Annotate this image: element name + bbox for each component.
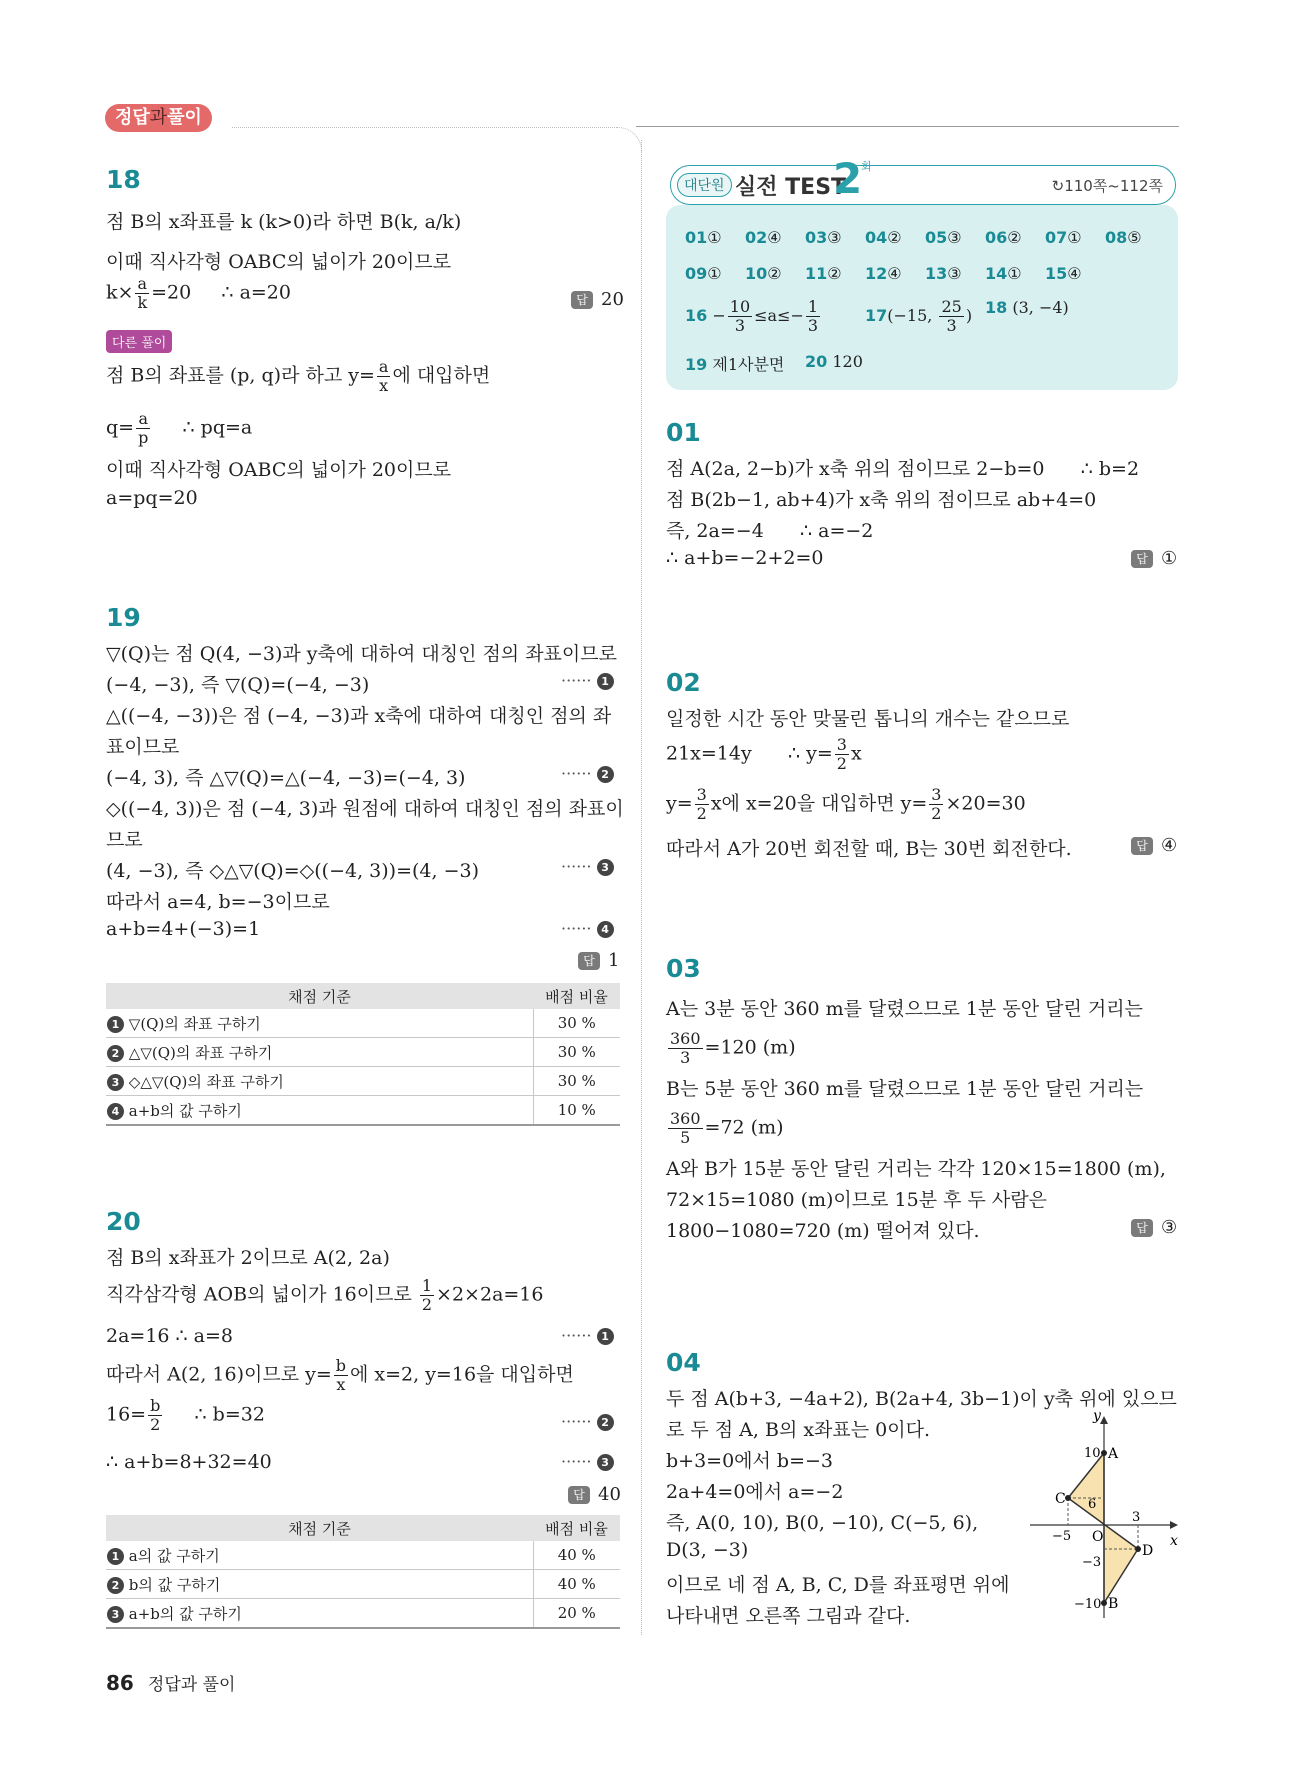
test-round-suffix: 회 (861, 160, 872, 173)
answer-item: 09① (685, 264, 722, 283)
alt-solution-label: 다른 풀이 (106, 330, 172, 353)
solution-line: a=pq=20 (106, 487, 198, 509)
answer: 답 ③ (1131, 1217, 1177, 1238)
problem-number: 01 (666, 418, 701, 447)
answer-item: 10② (745, 264, 782, 283)
refresh-icon: ↻ (1051, 177, 1065, 195)
answer: 답 1 (578, 950, 619, 971)
solution-line: A와 B가 15분 동안 달린 거리는 각각 120×15=1800 (m), (666, 1158, 1166, 1180)
y-axis-arrow (1100, 1416, 1108, 1424)
solution-line: ∴ a+b=8+32=40 (106, 1451, 272, 1473)
header-dotted-rule (232, 127, 617, 128)
table-row: 1 a의 값 구하기 40 % (106, 1541, 620, 1570)
column-divider (617, 127, 642, 152)
answer-item: 04② (865, 228, 902, 247)
solution-line: 1800−1080=720 (m) 떨어져 있다. (666, 1220, 980, 1242)
solution-line: 므로 (106, 829, 143, 851)
page-range: ↻110쪽~112쪽 (1051, 177, 1163, 195)
solution-line: A는 3분 동안 360 m를 달렸으므로 1분 동안 달린 거리는 (666, 998, 1143, 1020)
problem-number: 04 (666, 1348, 701, 1377)
table-row: 2 △▽(Q)의 좌표 구하기 30 % (106, 1038, 620, 1067)
solution-line: 나타내면 오른쪽 그림과 같다. (666, 1605, 911, 1627)
answer-item: 03③ (805, 228, 842, 247)
solution-line: 이때 직사각형 OABC의 넓이가 20이므로 (106, 251, 452, 273)
solution-02 (666, 668, 1181, 860)
table-row: 3 ◇△▽(Q)의 좌표 구하기 30 % (106, 1067, 620, 1096)
answer-item: 18 (3, −4) (985, 298, 1069, 317)
solution-line: 두 점 A(b+3, −4a+2), B(2a+4, 3b−1)이 y축 위에 있으므 (666, 1388, 1177, 1410)
problem-20 (106, 1207, 626, 1627)
x-axis-arrow (1170, 1521, 1178, 1529)
test-answers (685, 228, 1165, 378)
answer: 답 ④ (1131, 835, 1177, 856)
solution-line: ▽(Q)는 점 Q(4, −3)과 y축에 대하여 대칭인 점의 좌표이므로 (106, 643, 617, 665)
problem-number: 20 (106, 1207, 141, 1236)
solution-03 (666, 954, 1181, 1254)
solution-line: 16= $\frac{b}{2}$ ∴ b=32 (106, 1396, 265, 1434)
solution-line: 일정한 시간 동안 맞물린 톱니의 개수는 같으므로 (666, 708, 1070, 730)
table-row: 1 ▽(Q)의 좌표 구하기 30 % (106, 1009, 620, 1038)
answer-item: 16 − $\frac{10}{3}$ ≤a≤− $\frac{1}{3}$ (685, 297, 819, 335)
table-row: 4 a+b의 값 구하기 10 % (106, 1096, 620, 1126)
solution-line: (4, −3), 즉 ◇△▽(Q)=◇((−4, 3))=(4, −3) (106, 860, 479, 882)
problem-19 (106, 603, 626, 1123)
step-marker: ······ 3 (561, 857, 614, 876)
footer (106, 1670, 235, 1695)
answer-item: 11② (805, 264, 842, 283)
problem-number: 03 (666, 954, 701, 983)
section-tag: 정답과풀이 (105, 104, 212, 132)
solution-line: 점 A(2a, 2−b)가 x축 위의 점이므로 2−b=0 ∴ b=2 (666, 458, 1140, 480)
column-divider-line (641, 140, 642, 1635)
answer-item: 02④ (745, 228, 782, 247)
point-d-label: D (1142, 1543, 1154, 1559)
coordinate-plane (1020, 1408, 1185, 1628)
solution-line: $\frac{360}{5}$ =72 (m) (670, 1109, 784, 1147)
solution-line: 점 B(2b−1, ab+4)가 x축 위의 점이므로 ab+4=0 (666, 489, 1097, 511)
solution-line: B는 5분 동안 360 m를 달렸으므로 1분 동안 달린 거리는 (666, 1078, 1144, 1100)
solution-line: △((−4, −3))은 점 (−4, −3)과 x축에 대하여 대칭인 점의 좌 (106, 705, 612, 727)
solution-line: 2a=16 ∴ a=8 (106, 1325, 234, 1347)
test-title-bar (670, 154, 1176, 205)
answer-item: 15④ (1045, 264, 1082, 283)
grading-table: 채점 기준 배점 비율 1 ▽(Q)의 좌표 구하기 30 % 2 △▽(Q)의 좌표 구하기 30 % 3 ◇△▽(Q)의 좌표 구하기 30 % 4 a+b의 값 구하기 10 % (106, 983, 620, 1126)
test-title: 실전 TEST (735, 175, 847, 200)
answer-icon: 답 (1131, 550, 1153, 568)
point-d (1135, 1546, 1141, 1552)
point-c-label: C (1055, 1491, 1066, 1507)
solution-line: D(3, −3) (666, 1539, 749, 1561)
table-row: 3 a+b의 값 구하기 20 % (106, 1599, 620, 1629)
step-marker: ······ 2 (561, 1412, 614, 1431)
step-marker: ······ 1 (561, 671, 614, 690)
solution-line: 점 B의 좌표를 (p, q)라 하고 y= $\frac{a}{x}$ 에 대입하면 (106, 357, 491, 395)
solution-line: 이때 직사각형 OABC의 넓이가 20이므로 (106, 459, 452, 481)
footer-label: 정답과 풀이 (147, 1675, 236, 1695)
solution-line: $\frac{360}{3}$ =120 (m) (670, 1029, 796, 1067)
answer: 답 20 (571, 289, 624, 310)
solution-line: (−4, −3), 즉 ▽(Q)=(−4, −3) (106, 674, 370, 696)
answer-item: 17(−15, $\frac{25}{3}$ ) (865, 297, 973, 335)
problem-number: 19 (106, 603, 141, 632)
step-marker: ······ 3 (561, 1452, 614, 1471)
tick-label: −3 (1082, 1555, 1102, 1570)
solution-line: 직각삼각형 AOB의 넓이가 16이므로 $\frac{1}{2}$ ×2×2a=16 (106, 1276, 544, 1314)
table-row: 2 b의 값 구하기 40 % (106, 1570, 620, 1599)
answer: 답 ① (1131, 548, 1177, 569)
answer-item: 14① (985, 264, 1022, 283)
answer-item: 05③ (925, 228, 962, 247)
solution-line: 점 B의 x좌표가 2이므로 A(2, 2a) (106, 1247, 390, 1269)
solution-line: 21x=14y ∴ y= $\frac{3}{2}$ x (666, 735, 862, 773)
problem-number: 18 (106, 165, 141, 194)
problem-18 (106, 165, 626, 525)
step-marker: ······ 4 (561, 919, 614, 938)
origin-label: O (1092, 1529, 1104, 1545)
solution-line: ∴ a+b=−2+2=0 (666, 547, 824, 569)
step-marker: ······ 1 (561, 1326, 614, 1345)
tick-label: 6 (1088, 1497, 1097, 1512)
problem-number: 02 (666, 668, 701, 697)
point-a (1101, 1450, 1107, 1456)
solution-line: b+3=0에서 b=−3 (666, 1450, 834, 1472)
solution-line: y= $\frac{3}{2}$ x에 x=20을 대입하면 y= $\frac{3}{2}$ ×20=30 (666, 785, 1026, 823)
solution-line: 따라서 A(2, 16)이므로 y= $\frac{b}{x}$ 에 x=2, y=16을 대입하면 (106, 1356, 574, 1394)
answer-item: 20 120 (805, 352, 863, 371)
unit-badge: 대단원 (677, 173, 732, 197)
solution-line: 따라서 a=4, b=−3이므로 (106, 891, 330, 913)
solution-line: k× $\frac{a}{k}$ =20 ∴ a=20 (106, 274, 291, 312)
answer-icon: 답 (578, 952, 600, 970)
solution-line: q= $\frac{a}{p}$ ∴ pq=a (106, 409, 253, 447)
solution-line: 즉, 2a=−4 ∴ a=−2 (666, 520, 874, 542)
tick-label: −5 (1052, 1529, 1072, 1544)
header-rule-right (636, 126, 1179, 127)
x-label: x (1170, 1533, 1178, 1549)
solution-line: (−4, 3), 즉 △▽(Q)=△(−4, −3)=(−4, 3) (106, 767, 466, 789)
solution-line: 즉, A(0, 10), B(0, −10), C(−5, 6), (666, 1512, 979, 1534)
tick-label: 10 (1084, 1446, 1101, 1461)
answer-item: 01① (685, 228, 722, 247)
answer-icon: 답 (1131, 837, 1153, 855)
step-marker: ······ 2 (561, 764, 614, 783)
answer-icon: 답 (568, 1486, 590, 1504)
answer-item: 07① (1045, 228, 1082, 247)
solution-line: a+b=4+(−3)=1 (106, 918, 261, 940)
answer-item: 08⑤ (1105, 228, 1142, 247)
solution-line: 따라서 A가 20번 회전할 때, B는 30번 회전한다. (666, 838, 1072, 860)
point-b-label: B (1108, 1596, 1119, 1612)
solution-line: 72×15=1080 (m)이므로 15분 후 두 사람은 (666, 1189, 1047, 1211)
solution-line: 이므로 네 점 A, B, C, D를 좌표평면 위에 (666, 1574, 1010, 1596)
solution-01 (666, 418, 1181, 578)
answer-icon: 답 (1131, 1219, 1153, 1237)
y-label: y (1093, 1408, 1101, 1424)
solution-line: ◇((−4, 3))은 점 (−4, 3)과 원점에 대하여 대칭인 점의 좌표이 (106, 798, 624, 820)
solution-line: 로 두 점 A, B의 x좌표는 0이다. (666, 1419, 930, 1441)
answer: 답 40 (568, 1484, 621, 1505)
tick-label: −10 (1074, 1597, 1102, 1612)
point-b (1101, 1600, 1107, 1606)
grading-table: 채점 기준 배점 비율 1 a의 값 구하기 40 % 2 b의 값 구하기 40 % 3 a+b의 값 구하기 20 % (106, 1515, 620, 1629)
page-number: 86 (106, 1671, 134, 1695)
quadrilateral-abcd (1068, 1453, 1141, 1603)
solution-line: 표이므로 (106, 736, 180, 758)
answer-item: 12④ (865, 264, 902, 283)
point-a-label: A (1108, 1446, 1119, 1462)
solution-line: 2a+4=0에서 a=−2 (666, 1481, 844, 1503)
tick-label: 3 (1132, 1510, 1141, 1525)
answer-icon: 답 (571, 291, 593, 309)
answer-item: 13③ (925, 264, 962, 283)
point-c (1065, 1495, 1071, 1501)
test-round: 2 (833, 154, 863, 203)
answer-item: 19 제1사분면 (685, 355, 785, 374)
answer-item: 06② (985, 228, 1022, 247)
solution-line: 점 B의 x좌표를 k (k>0)라 하면 B(k, a/k) (106, 211, 462, 233)
